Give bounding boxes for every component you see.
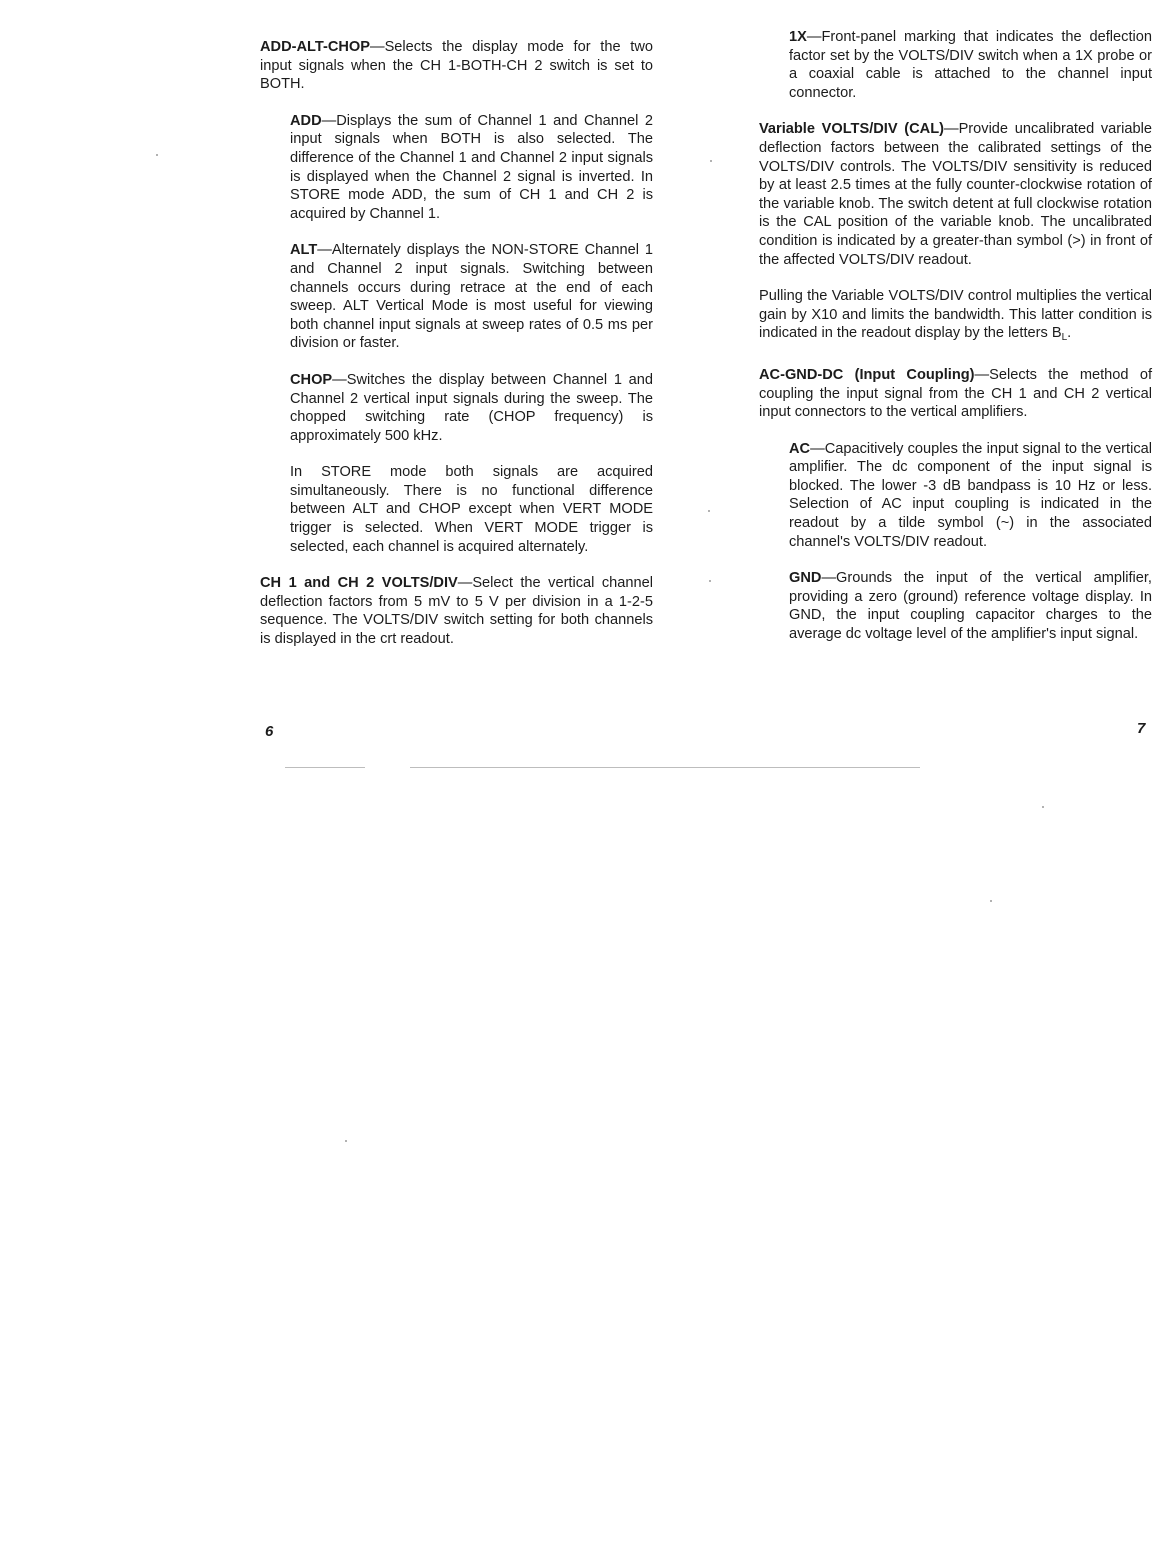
alt-entry: ALT—Alternately displays the NON-STORE Channel 1 and Channel 2 input signals. Switching between channels occurs during retrace at the end of each sweep. ALT Vertical Mode is most useful for viewing both channel input signals at sweep rates of 0.5 ms per division or faster. xyxy=(290,242,653,352)
entry-text: Switches the display between Channel 1 and Channel 2 vertical input signals during the sweep. The chopped switching rate (CHOP frequency) is approximately 500 kHz. xyxy=(290,371,653,444)
scan-speck xyxy=(990,900,992,902)
scan-speck xyxy=(709,580,711,582)
page-number-left: 6 xyxy=(265,723,274,740)
entry-text: Alternately displays the NON-STORE Channel 1 and Channel 2 input signals. Switching between channels occurs during retrace at the end of each sweep. ALT Vertical Mode is most useful for viewing both channel input signals at sweep rates of 0.5 ms per division or faster. xyxy=(290,242,653,352)
add-entry: ADD—Displays the sum of Channel 1 and Channel 2 input signals when BOTH is also selected. The difference of the Channel 1 and Channel 2 input signals is displayed when the Channel 2 signal is inverted. In STORE mode ADD, the sum of CH 1 and CH 2 is acquired by Channel 1. xyxy=(290,112,653,222)
entry-term: CHOP xyxy=(290,371,333,388)
entry-term: ADD xyxy=(290,112,322,129)
entry-text: Front-panel marking that indicates the deflection factor set by the VOLTS/DIV switch when a 1X probe or a coaxial cable is attached to the channel input connector. xyxy=(789,29,1152,101)
ac-entry: AC—Capacitively couples the input signal to the vertical amplifier. The dc component of the input signal is blocked. The lower -3 dB bandpass is 10 Hz or less. Selection of AC input coupling is indicated in the readout by a tilde symbol (~) in the associated channel's VOLTS/DIV readout. xyxy=(789,440,1152,550)
scan-artifact-line xyxy=(410,767,920,768)
entry-text: Displays the sum of Channel 1 and Channel 2 input signals when BOTH is also selected. The difference of the Channel 1 and Channel 2 input signals is displayed when the Channel 2 signal is inverted. In STORE mode ADD, the sum of CH 1 and CH 2 is acquired by Channel 1. xyxy=(290,112,653,222)
right-column xyxy=(759,28,1152,644)
input-coupling-entry: AC-GND-DC (Input Coupling)—Selects the method of coupling the input signal from the CH 1 and CH 2 vertical input connectors to the vertical amplifiers. xyxy=(759,366,1153,421)
left-column xyxy=(260,38,653,649)
scan-speck xyxy=(710,160,712,162)
volts-div-entry: CH 1 and CH 2 VOLTS/DIV—Select the vertical channel deflection factors from 5 mV to 5 V per division in a 1-2-5 sequence. The VOLTS/DIV switch setting for both channels is displayed in the crt readout. xyxy=(260,575,653,648)
entry-text: Selects the display mode for the two input signals when the CH 1-BOTH-CH 2 switch is set to BOTH. xyxy=(260,39,653,93)
scan-speck xyxy=(708,510,710,512)
scan-artifact-line xyxy=(285,767,365,768)
entry-text: Provide uncalibrated variable deflection factors between the calibrated settings of the VOLTS/DIV controls. The VOLTS/DIV sensitivity is reduced by at least 2.5 times at the fully counter-clockwise rotation of the variable knob. The switch detent at full clockwise rotation is the CAL position of the variable knob. The uncalibrated condition is indicated by a greater-than symbol (>) in front of the affected VOLTS/DIV readout. xyxy=(759,121,1152,268)
entry-text: Select the vertical channel deflection factors from 5 mV to 5 V per division in a 1-2-5 sequence. The VOLTS/DIV switch setting for both channels is displayed in the crt readout. xyxy=(260,575,653,648)
entry-text: Capacitively couples the input signal to the vertical amplifier. The dc component of the input signal is blocked. The lower -3 dB bandpass is 10 Hz or less. Selection of AC input coupling is indicated in the readout by a tilde symbol (~) in the associated channel's VOLTS/DIV readout. xyxy=(789,440,1152,550)
entry-term: 1X xyxy=(789,29,807,45)
add-alt-chop-entry: ADD-ALT-CHOP—Selects the display mode for the two input signals when the CH 1-BOTH-CH 2 switch is set to BOTH. xyxy=(260,39,653,93)
scan-speck xyxy=(1042,806,1044,808)
gnd-entry: GND—Grounds the input of the vertical amplifier, providing a zero (ground) reference voltage display. In GND, the input coupling capacitor charges to the average dc voltage level of the amplifier's input signal. xyxy=(789,570,1152,643)
entry-text: Grounds the input of the vertical amplifier, providing a zero (ground) reference voltage display. In GND, the input coupling capacitor charges to the average dc voltage level of the amplifier's input signal. xyxy=(789,570,1152,643)
entry-term: ADD-ALT-CHOP xyxy=(260,39,370,55)
store-note: In STORE mode both signals are acquired simultaneously. There is no functional difference between ALT and CHOP except when VERT MODE trigger is selected. When VERT MODE trigger is selected, each channel is acquired alternately. xyxy=(290,464,653,555)
1x-entry: 1X—Front-panel marking that indicates the deflection factor set by the VOLTS/DIV switch when a 1X probe or a coaxial cable is attached to the channel input connector. xyxy=(789,29,1152,101)
bandwidth-limit-symbol: $B_L$ xyxy=(1051,325,1068,344)
pulling-paragraph: Pulling the Variable VOLTS/DIV control multiplies the vertical gain by X10 and limits the bandwidth. This latter condition is indicated in the readout display by the letters $B_L$. xyxy=(759,288,1152,344)
entry-term: AC-GND-DC (Input Coupling) xyxy=(759,366,975,383)
scan-speck xyxy=(156,154,158,156)
chop-entry: CHOP—Switches the display between Channel 1 and Channel 2 vertical input signals during the sweep. The chopped switching rate (CHOP frequency) is approximately 500 kHz. xyxy=(290,371,653,444)
page-number-right: 7 xyxy=(1137,720,1146,737)
entry-term: ALT xyxy=(290,242,318,259)
entry-term: Variable VOLTS/DIV (CAL) xyxy=(759,121,944,138)
scan-speck xyxy=(345,1140,347,1142)
variable-volts-div-entry: Variable VOLTS/DIV (CAL)—Provide uncalibrated variable deflection factors between the calibrated settings of the VOLTS/DIV controls. The VOLTS/DIV sensitivity is reduced by at least 2.5 times at the fully counter-clockwise rotation of the variable knob. The switch detent at full clockwise rotation is the CAL position of the variable knob. The uncalibrated condition is indicated by a greater-than symbol (>) in front of the affected VOLTS/DIV readout. xyxy=(759,121,1152,268)
entry-text: Selects the method of coupling the input signal from the CH 1 and CH 2 vertical input connectors to the vertical amplifiers. xyxy=(759,366,1153,421)
entry-term: GND xyxy=(789,570,822,587)
entry-term: AC xyxy=(789,440,811,457)
entry-term: CH 1 and CH 2 VOLTS/DIV xyxy=(260,575,458,592)
